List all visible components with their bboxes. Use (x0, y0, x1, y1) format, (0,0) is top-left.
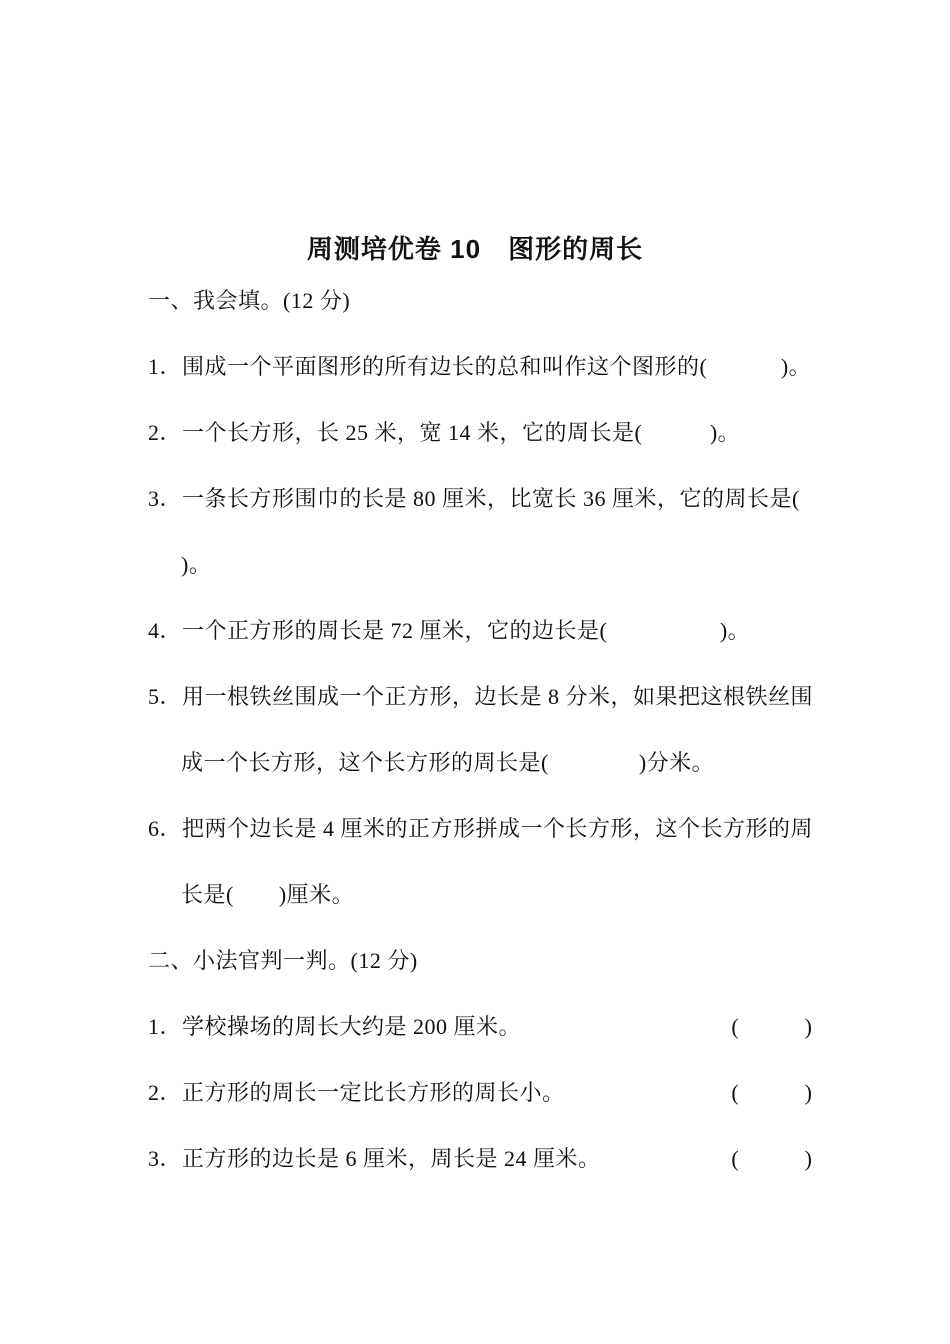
section-2-question-3-answer-bracket: ( ) (731, 1145, 812, 1171)
section-2-question-3-text: 3．正方形的边长是 6 厘米，周长是 24 厘米。 (148, 1145, 601, 1171)
section-1-question-3-line-2: )。 (181, 551, 212, 577)
section-2-question-1-answer-bracket: ( ) (731, 1013, 812, 1039)
page-title: 周测培优卷 10 图形的周长 (306, 234, 644, 264)
section-1-question-1: 1．围成一个平面图形的所有边长的总和叫作这个图形的( )。 (148, 353, 812, 379)
section-1-heading: 一、我会填。(12 分) (148, 287, 351, 313)
section-2-question-3 (148, 1124, 812, 1190)
section-2-question-1 (148, 992, 812, 1058)
section-2-question-2-answer-bracket: ( ) (731, 1079, 812, 1105)
section-2-question-2 (148, 1058, 812, 1124)
section-1-question-6-line-1: 6．把两个边长是 4 厘米的正方形拼成一个长方形，这个长方形的周 (148, 815, 814, 841)
section-2-question-1-text: 1．学校操场的周长大约是 200 厘米。 (148, 1013, 522, 1039)
section-1-question-6-line-2: 长是( )厘米。 (181, 881, 355, 907)
section-1-question-2: 2．一个长方形，长 25 米，宽 14 米，它的周长是( )。 (148, 419, 741, 445)
section-1-question-4: 4．一个正方形的周长是 72 厘米，它的边长是( )。 (148, 617, 751, 643)
section-2-question-2-text: 2．正方形的周长一定比长方形的周长小。 (148, 1079, 565, 1105)
section-1-question-5-line-1: 5．用一根铁丝围成一个正方形，边长是 8 分米，如果把这根铁丝围 (148, 683, 814, 709)
section-2-heading: 二、小法官判一判。(12 分) (148, 947, 418, 973)
section-1-question-5-line-2: 成一个长方形，这个长方形的周长是( )分米。 (181, 749, 715, 775)
section-1-question-3-line-1: 3．一条长方形围巾的长是 80 厘米，比宽长 36 厘米，它的周长是( (148, 485, 800, 511)
page-body (0, 266, 950, 1190)
